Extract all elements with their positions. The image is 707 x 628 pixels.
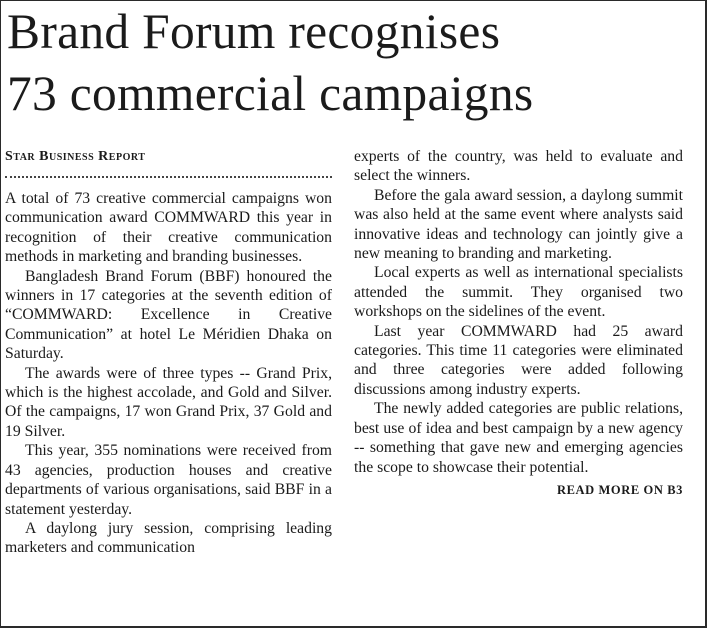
paragraph: The awards were of three types -- Grand Prix, which is the highest accolade, and Gold and Silver. Of the campaigns, 17 won Grand Prix, 37 Gold and 19 Silver. bbox=[5, 364, 332, 440]
headline-line-2: 73 commercial campaigns bbox=[7, 66, 534, 121]
paragraph: This year, 355 nominations were received from 43 agencies, production houses and creative departments of various organisations, said BBF in a statement yesterday. bbox=[5, 442, 332, 518]
paragraph: A daylong jury session, comprising leading marketers and communication bbox=[5, 519, 332, 557]
read-more-link[interactable]: READ MORE ON B3 bbox=[556, 482, 683, 497]
paragraph: Before the gala award session, a daylong summit was also held at the same event where analysts said innovative ideas and technology can jointly give a new meaning to branding and marketing. bbox=[354, 186, 683, 263]
paragraph: Bangladesh Brand Forum (BBF) honoured the winners in 17 categories at the seventh edition of “COMMWARD: Excellence in Creative Communication” at hotel Le Méridien Dhaka on Saturday. bbox=[5, 267, 332, 363]
article-column-right bbox=[354, 147, 683, 499]
paragraph: Last year COMMWARD had 25 award categories. This time 11 categories were eliminated and three categories were added following discussions among industry experts. bbox=[354, 322, 683, 398]
byline: Star Business Report bbox=[5, 149, 146, 164]
headline bbox=[7, 1, 702, 125]
paragraph: Local experts as well as international specialists attended the summit. They organised two workshops on the sidelines of the event. bbox=[354, 264, 683, 321]
headline-line-1: Brand Forum recognises bbox=[7, 4, 501, 59]
dotted-divider bbox=[5, 166, 332, 178]
paragraph: A total of 73 creative commercial campaigns won communication award COMMWARD this year in recognition of their creative communication methods in marketing and branding businesses. bbox=[5, 190, 332, 266]
paragraph: The newly added categories are public relations, best use of idea and best campaign by a new agency -- something that gave new and emerging agencies the scope to showcase their potential. bbox=[354, 400, 683, 476]
paragraph: experts of the country, was held to evaluate and select the winners. bbox=[354, 148, 683, 185]
article-column-left bbox=[5, 147, 332, 558]
